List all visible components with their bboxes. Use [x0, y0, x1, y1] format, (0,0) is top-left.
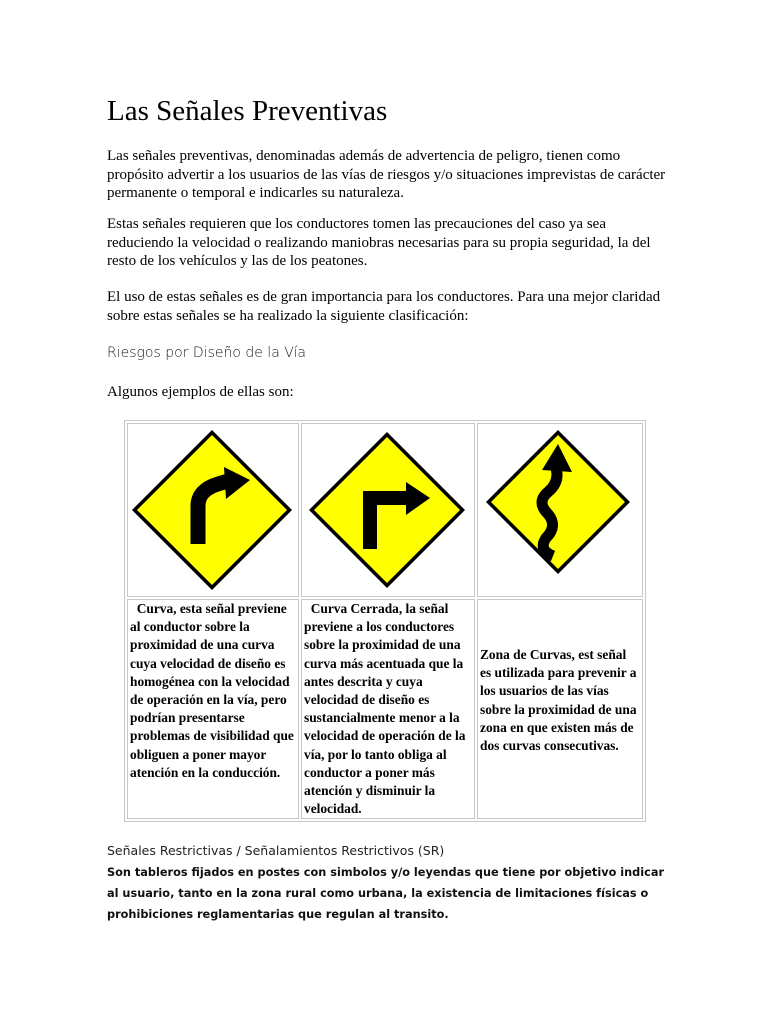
sharp-curve-right-sign-icon: [302, 424, 474, 596]
sign-description-curve: Curva, esta señal previene al conductor sobre la proximidad de una curva cuya velocidad de diseño es homogénea con la velocidad de operación en la vía, pero podrían presentarse problemas de visibilidad que obliguen a poner mayor atención en la conducción.: [130, 601, 298, 780]
section-heading-road-design: Riesgos por Diseño de la Vía: [107, 345, 306, 361]
paragraph-classification: El uso de estas señales es de gran importancia para los conductores. Para una mejor claridad sobre estas señales se ha realizado la siguiente clasificación:: [107, 289, 661, 324]
sign-description-winding-road: Zona de Curvas, est señal es utilizada para prevenir a los usuarios de las vías sobre la proximidad de una zona en que existen más de dos curvas consecutivas.: [480, 647, 640, 754]
paragraph-intro: Las señales preventivas, denominadas además de advertencia de peligro, tienen como propósito advertir a los usuarios de las vías de riesgos y/o situaciones imprevistas de carácter permanente o temporal e indicarles su naturaleza.: [107, 148, 666, 201]
curve-right-sign-icon: [128, 424, 298, 596]
sign-cell-winding-road: [477, 423, 643, 597]
sign-description-sharp-curve: Curva Cerrada, la señal previene a los conductores sobre la proximidad de una curva más acentuada que la antes descrita y cuya velocidad de diseño es sustancialmente menor a la velocidad de operación de la vía, por lo tanto obliga al conductor a poner más atención y disminuir la velocidad.: [304, 601, 469, 817]
signs-table: [124, 420, 646, 822]
paragraph-precautions: Estas señales requieren que los conductores tomen las precauciones del caso ya sea reduciendo la velocidad o realizando maniobras necesarias para su propia seguridad, la del resto de los vehículos y las de los peatones.: [107, 216, 651, 269]
restrictive-signs-text: Son tableros fijados en postes con simbolos y/o leyendas que tiene por objetivo indicar al usuario, tanto en la zona rural como urbana, la existencia de limitaciones físicas o prohibiciones reglamentarias que regulan al transito.: [107, 866, 665, 921]
description-cell-sharp-curve: [301, 599, 475, 819]
sign-cell-curve: [127, 423, 299, 597]
page-title: Las Señales Preventivas: [107, 95, 388, 127]
description-cell-curve: [127, 599, 299, 819]
examples-intro: Algunos ejemplos de ellas son:: [107, 384, 294, 400]
winding-road-sign-icon: [478, 424, 642, 596]
sign-cell-sharp-curve: [301, 423, 475, 597]
description-cell-winding-road: [477, 599, 643, 819]
restrictive-signs-heading: Señales Restrictivas / Señalamientos Restrictivos (SR): [107, 843, 445, 858]
